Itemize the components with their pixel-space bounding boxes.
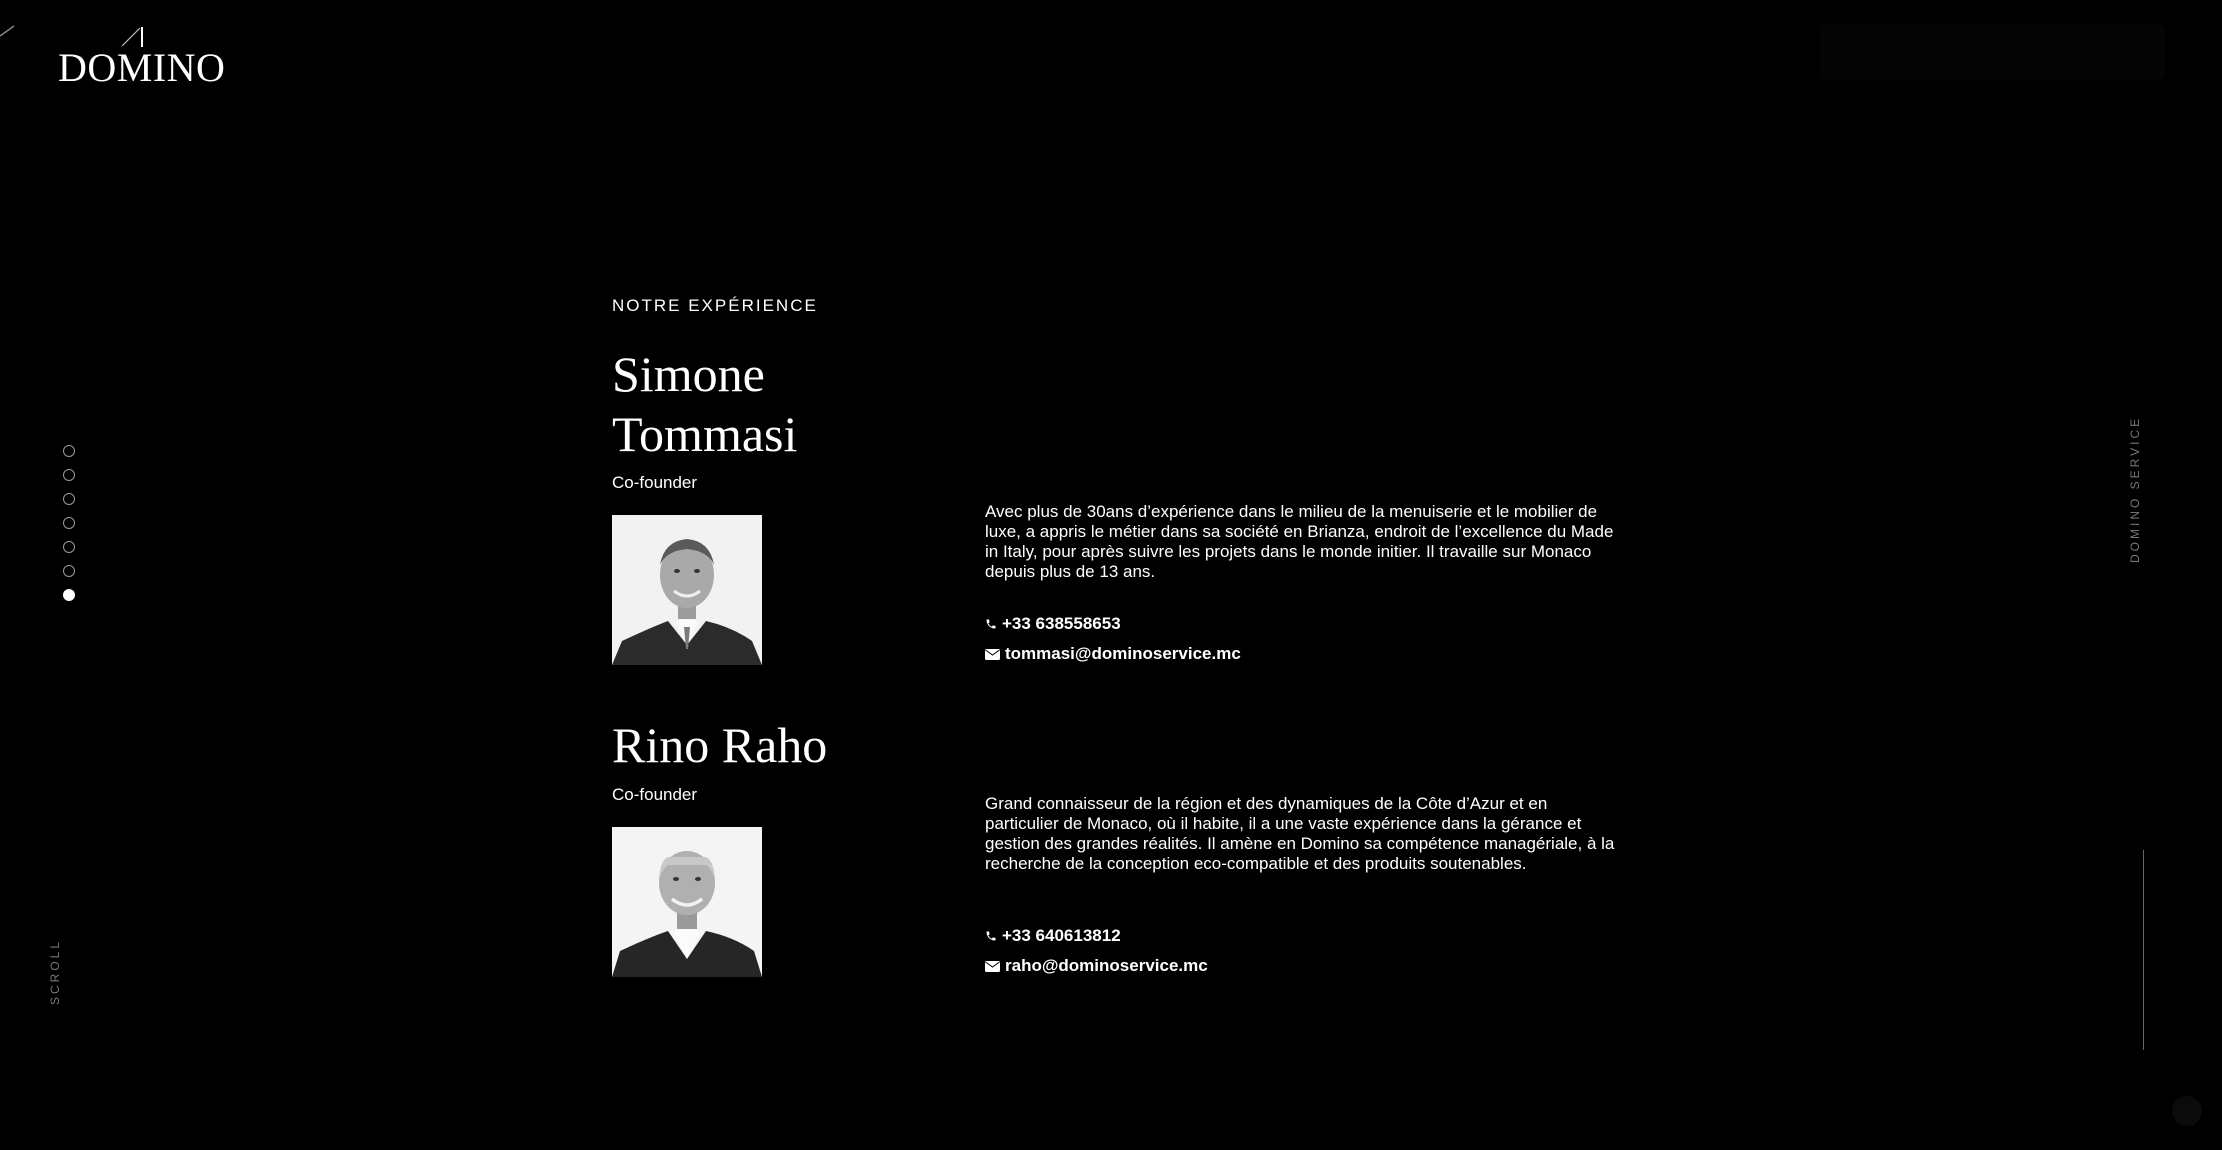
nav-dot-7-active[interactable] xyxy=(63,589,75,601)
email-address: tommasi@dominoservice.mc xyxy=(1005,644,1241,663)
corner-button xyxy=(2172,1096,2202,1126)
person-name-simone-tommasi xyxy=(612,344,797,464)
nav-dot-4[interactable] xyxy=(63,517,75,529)
logo-text: DOMINO xyxy=(58,45,226,90)
person-name-rino-raho: Rino Raho xyxy=(612,717,828,773)
logo[interactable] xyxy=(58,24,226,90)
header-placeholder xyxy=(1820,24,2165,80)
scroll-label: SCROLL xyxy=(48,938,62,1005)
phone-link[interactable] xyxy=(985,926,1121,946)
portrait-image xyxy=(612,515,762,665)
vertical-brand-label: DOMINO SERVICE xyxy=(2128,415,2142,563)
portrait-image xyxy=(612,827,762,977)
person-name-line1: Simone xyxy=(612,346,765,402)
email-link[interactable] xyxy=(985,956,1208,976)
nav-dot-6[interactable] xyxy=(63,565,75,577)
person-photo-rino-raho xyxy=(612,827,762,977)
scroll-progress-line xyxy=(2143,850,2144,1050)
phone-icon xyxy=(985,930,997,942)
person-name-line2: Tommasi xyxy=(612,406,798,462)
phone-number: +33 640613812 xyxy=(1002,926,1121,945)
phone-icon xyxy=(985,618,997,630)
envelope-icon xyxy=(985,649,1000,660)
person-role: Co-founder xyxy=(612,785,698,804)
person-bio: Avec plus de 30ans d’expérience dans le milieu de la menuiserie et le mobilier de luxe, a appris le métier dans sa société en Brianza, endroit de l’excellence du Made in Italy, pour après suivre les projets dans le monde initier. Il travaille sur Monaco depuis plus de 13 ans. xyxy=(985,502,1614,581)
section-dot-nav xyxy=(63,445,79,613)
nav-dot-2[interactable] xyxy=(63,469,75,481)
nav-dot-3[interactable] xyxy=(63,493,75,505)
nav-dot-1[interactable] xyxy=(63,445,75,457)
corner-arrow-icon xyxy=(0,24,16,38)
phone-link[interactable] xyxy=(985,614,1121,634)
email-address: raho@dominoservice.mc xyxy=(1005,956,1208,975)
phone-number: +33 638558653 xyxy=(1002,614,1121,633)
envelope-icon xyxy=(985,961,1000,972)
person-bio: Grand connaisseur de la région et des dynamiques de la Côte d’Azur et en particulier de Monaco, où il habite, il a une vaste expérience dans la gérance et gestion des grandes réalités. Il amène en Domino sa compétence managériale, à la recherche de la conception eco-compatible et des produits soutenables. xyxy=(985,794,1615,873)
section-eyebrow: NOTRE EXPÉRIENCE xyxy=(612,296,818,315)
email-link[interactable] xyxy=(985,644,1241,664)
person-photo-simone-tommasi xyxy=(612,515,762,665)
person-role: Co-founder xyxy=(612,473,698,492)
nav-dot-5[interactable] xyxy=(63,541,75,553)
